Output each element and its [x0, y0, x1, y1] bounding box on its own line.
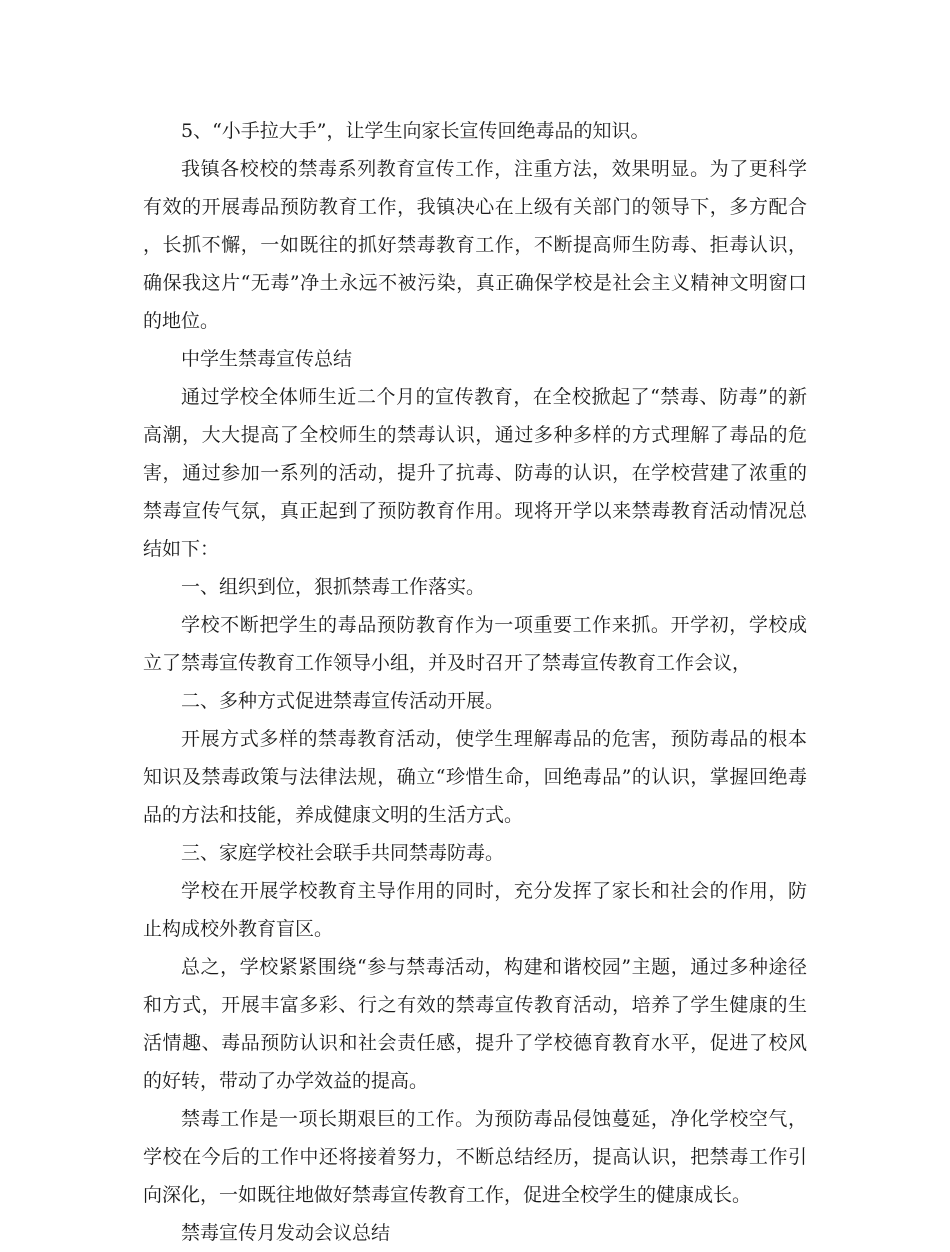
paragraph-item-5: 5、“小手拉大手”，让学生向家长宣传回绝毒品的知识。 — [181, 120, 650, 142]
heading-part-1: 一、组织到位，狠抓禁毒工作落实。 — [181, 576, 486, 598]
section-title-middle-school: 中学生禁毒宣传总结 — [181, 348, 353, 370]
paragraph-intro: 通过学校全体师生近二个月的宣传教育，在全校掀起了“禁毒、防毒”的新高潮，大大提高了全校师生的禁毒认识，通过多种多样的方式理解了毒品的危害，通过参加一系列的活动，提升了抗毒、防毒的认识，在学校营建了浓重的禁毒宣传气氛，真正起到了预防教育作用。现将开学以来禁毒教育活动情况总结如下： — [143, 386, 807, 560]
paragraph-part-1: 学校不断把学生的毒品预防教育作为一项重要工作来抓。开学初，学校成立了禁毒宣传教育工作领导小组，并及时召开了禁毒宣传教育工作会议， — [143, 614, 807, 674]
paragraph-part-2: 开展方式多样的禁毒教育活动，使学生理解毒品的危害，预防毒品的根本知识及禁毒政策与法律法规，确立“珍惜生命，回绝毒品”的认识，掌握回绝毒品的方法和技能，养成健康文明的生活方式。 — [143, 728, 807, 826]
paragraph-part-3: 学校在开展学校教育主导作用的同时，充分发挥了家长和社会的作用，防止构成校外教育盲区。 — [143, 880, 807, 940]
document-body — [143, 112, 807, 1252]
heading-part-3: 三、家庭学校社会联手共同禁毒防毒。 — [181, 842, 505, 864]
paragraph-conclusion: 总之，学校紧紧围绕“参与禁毒活动，构建和谐校园”主题，通过多种途径和方式，开展丰富多彩、行之有效的禁毒宣传教育活动，培养了学生健康的生活情趣、毒品预防认识和社会责任感，提升了学校德育教育水平，促进了校风的好转，带动了办学效益的提高。 — [143, 956, 807, 1092]
paragraph-future-work: 禁毒工作是一项长期艰巨的工作。为预防毒品侵蚀蔓延，净化学校空气，学校在今后的工作中还将接着努力，不断总结经历，提高认识，把禁毒工作引向深化，一如既往地做好禁毒宣传教育工作，促进全校学生的健康成长。 — [143, 1108, 807, 1206]
section-title-mobilization: 禁毒宣传月发动会议总结 — [181, 1222, 391, 1244]
heading-part-2: 二、多种方式促进禁毒宣传活动开展。 — [181, 690, 505, 712]
paragraph-town-summary: 我镇各校校的禁毒系列教育宣传工作，注重方法，效果明显。为了更科学有效的开展毒品预防教育工作，我镇决心在上级有关部门的领导下，多方配合，长抓不懈，一如既往的抓好禁毒教育工作，不断提高师生防毒、拒毒认识，确保我这片“无毒”净土永远不被污染，真正确保学校是社会主义精神文明窗口的地位。 — [143, 158, 807, 332]
